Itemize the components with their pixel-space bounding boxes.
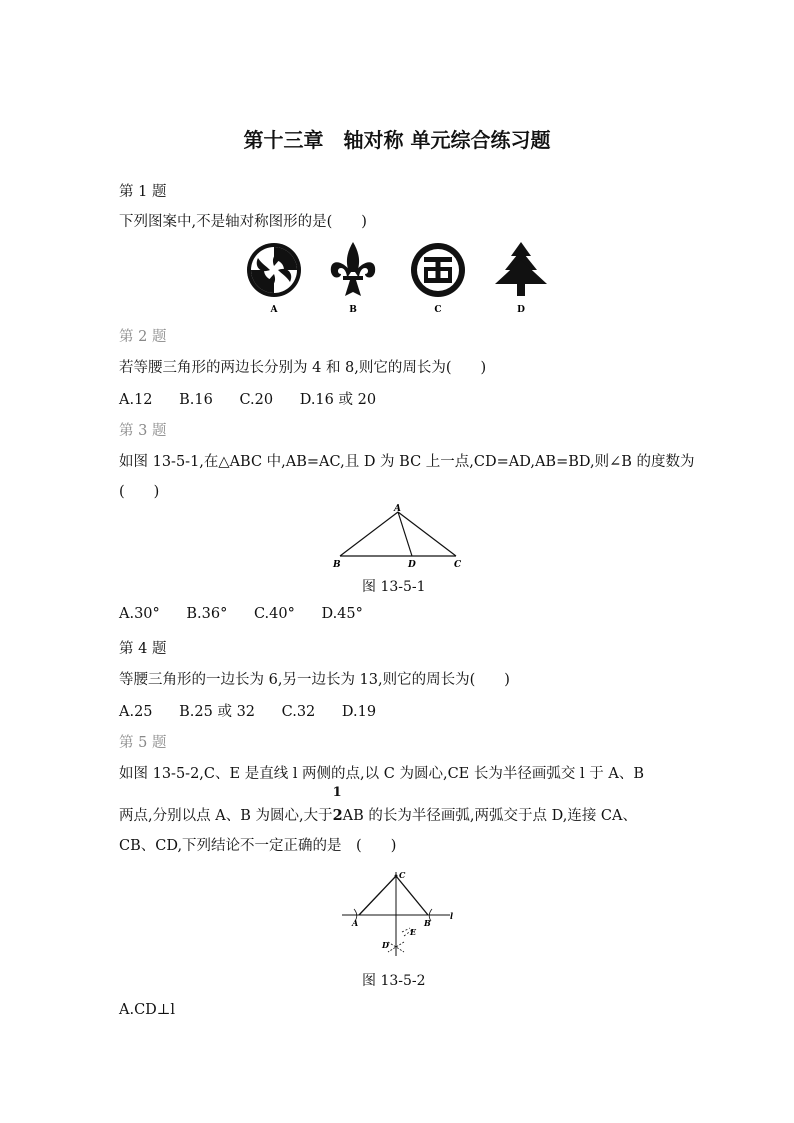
q5-line2-pre: 两点,分别以点 A、B 为圆心,大于 bbox=[119, 808, 333, 824]
q4-option-c: C.32 bbox=[281, 704, 316, 720]
q3-option-d: D.45° bbox=[321, 606, 363, 622]
q1-label-a: A bbox=[270, 305, 278, 315]
q5-caption: 图 13-5-2 bbox=[362, 973, 426, 989]
q4-text: 等腰三角形的一边长为 6,另一边长为 13,则它的周长为( ) bbox=[119, 672, 510, 688]
half-fraction bbox=[332, 785, 343, 824]
q3-paren: ( ) bbox=[119, 484, 160, 500]
q2-option-c: C.20 bbox=[239, 392, 274, 408]
q2-option-a: A.12 bbox=[119, 392, 153, 408]
q5-line1: 如图 13-5-2,C、E 是直线 l 两侧的点,以 C 为圆心,CE 长为半径画弧交 l 于 A、B bbox=[119, 766, 644, 782]
page-title: 第十三章 轴对称 单元综合练习题 bbox=[243, 128, 551, 152]
q3-option-c: C.40° bbox=[253, 606, 295, 622]
q2-header: 第 2 题 bbox=[119, 329, 167, 345]
q2-option-d: D.16 或 20 bbox=[299, 392, 377, 408]
q1-label-b: B bbox=[349, 305, 357, 315]
q3-label-c: C bbox=[454, 560, 462, 570]
q4-header: 第 4 题 bbox=[119, 641, 167, 657]
q5-header: 第 5 题 bbox=[119, 735, 167, 751]
q1-label-c: C bbox=[434, 305, 442, 315]
q3-option-a: A.30° bbox=[119, 606, 160, 622]
q3-text: 如图 13-5-1,在△ABC 中,AB=AC,且 D 为 BC 上一点,CD=AD,AB=BD,则∠B 的度数为 bbox=[119, 454, 695, 470]
q5-option-a: A.CD⊥l bbox=[119, 1002, 176, 1018]
q5-label-a: A bbox=[352, 918, 359, 928]
fraction-numerator: 1 bbox=[332, 785, 342, 800]
q3-caption: 图 13-5-1 bbox=[362, 579, 426, 595]
q3-header: 第 3 题 bbox=[119, 423, 167, 439]
q5-figure bbox=[338, 862, 458, 962]
q4-options bbox=[119, 700, 398, 721]
q5-label-l: l bbox=[450, 911, 454, 921]
q1-text: 下列图案中,不是轴对称图形的是( ) bbox=[119, 214, 367, 230]
figure-a-swirl bbox=[247, 243, 301, 297]
q3-figure bbox=[328, 502, 468, 572]
q3-label-b: B bbox=[333, 560, 341, 570]
q3-option-b: B.36° bbox=[186, 606, 228, 622]
q5-label-e: E bbox=[410, 927, 417, 937]
q4-option-b: B.25 或 32 bbox=[179, 704, 256, 720]
q1-figures bbox=[240, 240, 560, 316]
q1-header: 第 1 题 bbox=[119, 184, 167, 200]
figure-b-fleur bbox=[331, 242, 375, 296]
q3-options bbox=[119, 606, 385, 622]
q3-label-a: A bbox=[394, 504, 401, 514]
q2-options bbox=[119, 388, 398, 409]
q5-line2-post: AB 的长为半径画弧,两弧交于点 D,连接 CA、 bbox=[342, 808, 638, 824]
q1-label-d: D bbox=[517, 305, 525, 315]
q5-label-b: B bbox=[424, 918, 431, 928]
q2-text: 若等腰三角形的两边长分别为 4 和 8,则它的周长为( ) bbox=[119, 360, 487, 376]
figure-d-tree bbox=[495, 242, 547, 296]
q5-line2 bbox=[119, 785, 638, 825]
q3-label-d: D bbox=[408, 560, 416, 570]
q4-option-d: D.19 bbox=[341, 704, 377, 720]
q5-line3: CB、CD,下列结论不一定正确的是 ( ) bbox=[119, 838, 397, 854]
figure-c-emblem bbox=[411, 243, 465, 297]
q5-label-d: D bbox=[382, 940, 389, 950]
q5-label-c: C bbox=[399, 870, 406, 880]
q2-option-b: B.16 bbox=[179, 392, 213, 408]
fraction-denominator: 2 bbox=[332, 807, 343, 824]
q4-option-a: A.25 bbox=[119, 704, 153, 720]
